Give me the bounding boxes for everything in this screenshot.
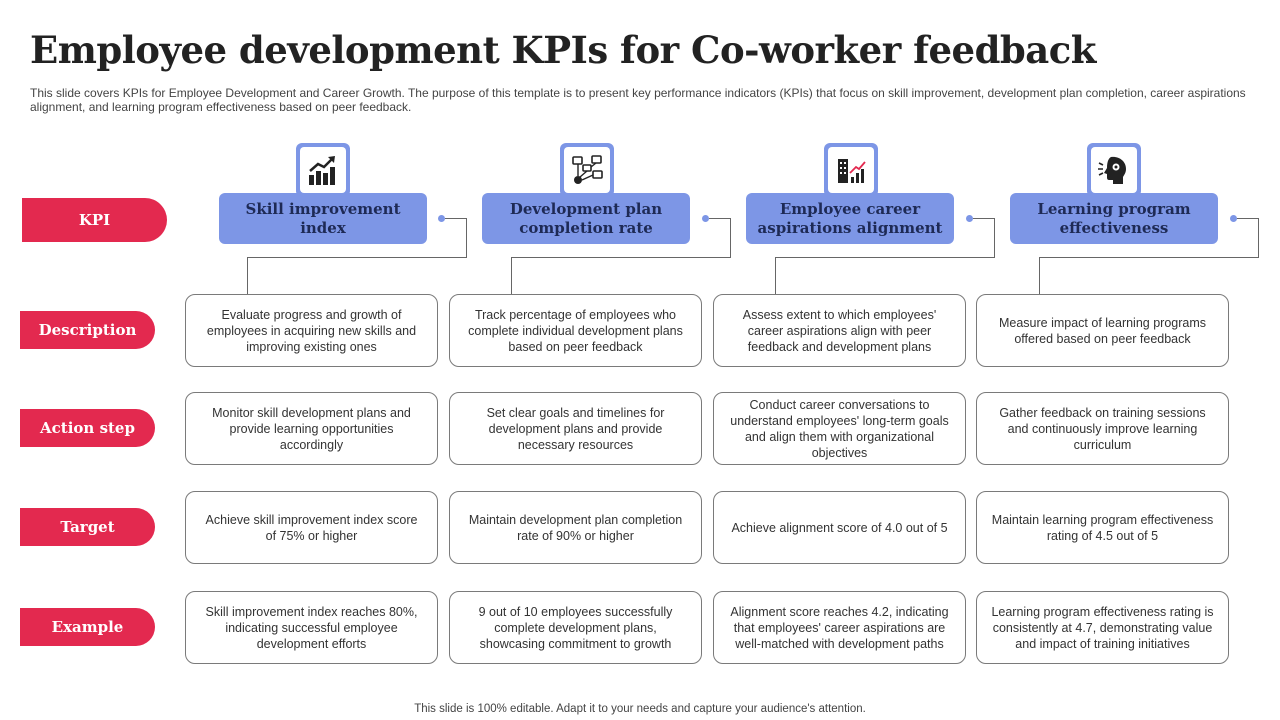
connector-line: [445, 218, 467, 258]
connector-line: [511, 257, 512, 295]
connector-line: [709, 218, 731, 258]
kpi-icon-box: [560, 143, 614, 197]
connector-line: [247, 257, 248, 295]
connector-line: [1039, 257, 1259, 258]
kpi-header-skill-improvement: Skill improvement index: [219, 193, 427, 244]
connector-line: [247, 257, 467, 258]
connector-line: [1237, 218, 1259, 258]
kpi-icon-box: [296, 143, 350, 197]
target-card: Maintain development plan completion rate of 90% or higher: [449, 491, 702, 564]
head-learning-icon: [1097, 153, 1131, 187]
connector-line: [511, 257, 731, 258]
row-label-kpi: KPI: [22, 198, 167, 242]
growth-chart-icon: [306, 153, 340, 187]
footer-note: This slide is 100% editable. Adapt it to your needs and capture your audience's attention.: [414, 703, 866, 715]
example-card: Learning program effectiveness rating is consistently at 4.7, demonstrating value and impact of training initiatives: [976, 591, 1229, 664]
target-card: Maintain learning program effectiveness rating of 4.5 out of 5: [976, 491, 1229, 564]
connector-dot: [966, 215, 973, 222]
row-label-example: Example: [20, 608, 155, 646]
connector-line: [973, 218, 995, 258]
description-card: Assess extent to which employees' career aspirations align with peer feedback and development plans: [713, 294, 966, 367]
connector-dot: [1230, 215, 1237, 222]
action-step-card: Monitor skill development plans and provide learning opportunities accordingly: [185, 392, 438, 465]
row-label-target: Target: [20, 508, 155, 546]
description-card: Measure impact of learning programs offered based on peer feedback: [976, 294, 1229, 367]
connector-dot: [438, 215, 445, 222]
example-card: Skill improvement index reaches 80%, indicating successful employee development efforts: [185, 591, 438, 664]
connector-line: [775, 257, 776, 295]
target-card: Achieve alignment score of 4.0 out of 5: [713, 491, 966, 564]
connector-line: [775, 257, 995, 258]
kpi-icon-box: [824, 143, 878, 197]
row-label-description: Description: [20, 311, 155, 349]
connector-dot: [702, 215, 709, 222]
kpi-header-learning-program: Learning program effectiveness: [1010, 193, 1218, 244]
connector-line: [1039, 257, 1040, 295]
row-label-action-step: Action step: [20, 409, 155, 447]
page-subtitle: This slide covers KPIs for Employee Development and Career Growth. The purpose of this template is to present key performance indicators (KPIs) that focus on skill improvement, development plan completion, career aspirations alignment, and learning program effectiveness based on peer feedback.: [30, 86, 1246, 114]
kpi-header-career-alignment: Employee career aspirations alignment: [746, 193, 954, 244]
example-card: Alignment score reaches 4.2, indicating that employees' career aspirations are well-matched with development paths: [713, 591, 966, 664]
network-tasks-icon: [570, 153, 604, 187]
kpi-icon-box: [1087, 143, 1141, 197]
description-card: Evaluate progress and growth of employees in acquiring new skills and improving existing ones: [185, 294, 438, 367]
page-title: Employee development KPIs for Co-worker feedback: [30, 28, 1096, 72]
action-step-card: Set clear goals and timelines for development plans and provide necessary resources: [449, 392, 702, 465]
action-step-card: Conduct career conversations to understand employees' long-term goals and align them with organizational objectives: [713, 392, 966, 465]
kpi-header-development-plan: Development plan completion rate: [482, 193, 690, 244]
example-card: 9 out of 10 employees successfully complete development plans, showcasing commitment to growth: [449, 591, 702, 664]
business-growth-icon: [834, 153, 868, 187]
description-card: Track percentage of employees who complete individual development plans based on peer feedback: [449, 294, 702, 367]
target-card: Achieve skill improvement index score of 75% or higher: [185, 491, 438, 564]
action-step-card: Gather feedback on training sessions and continuously improve learning curriculum: [976, 392, 1229, 465]
